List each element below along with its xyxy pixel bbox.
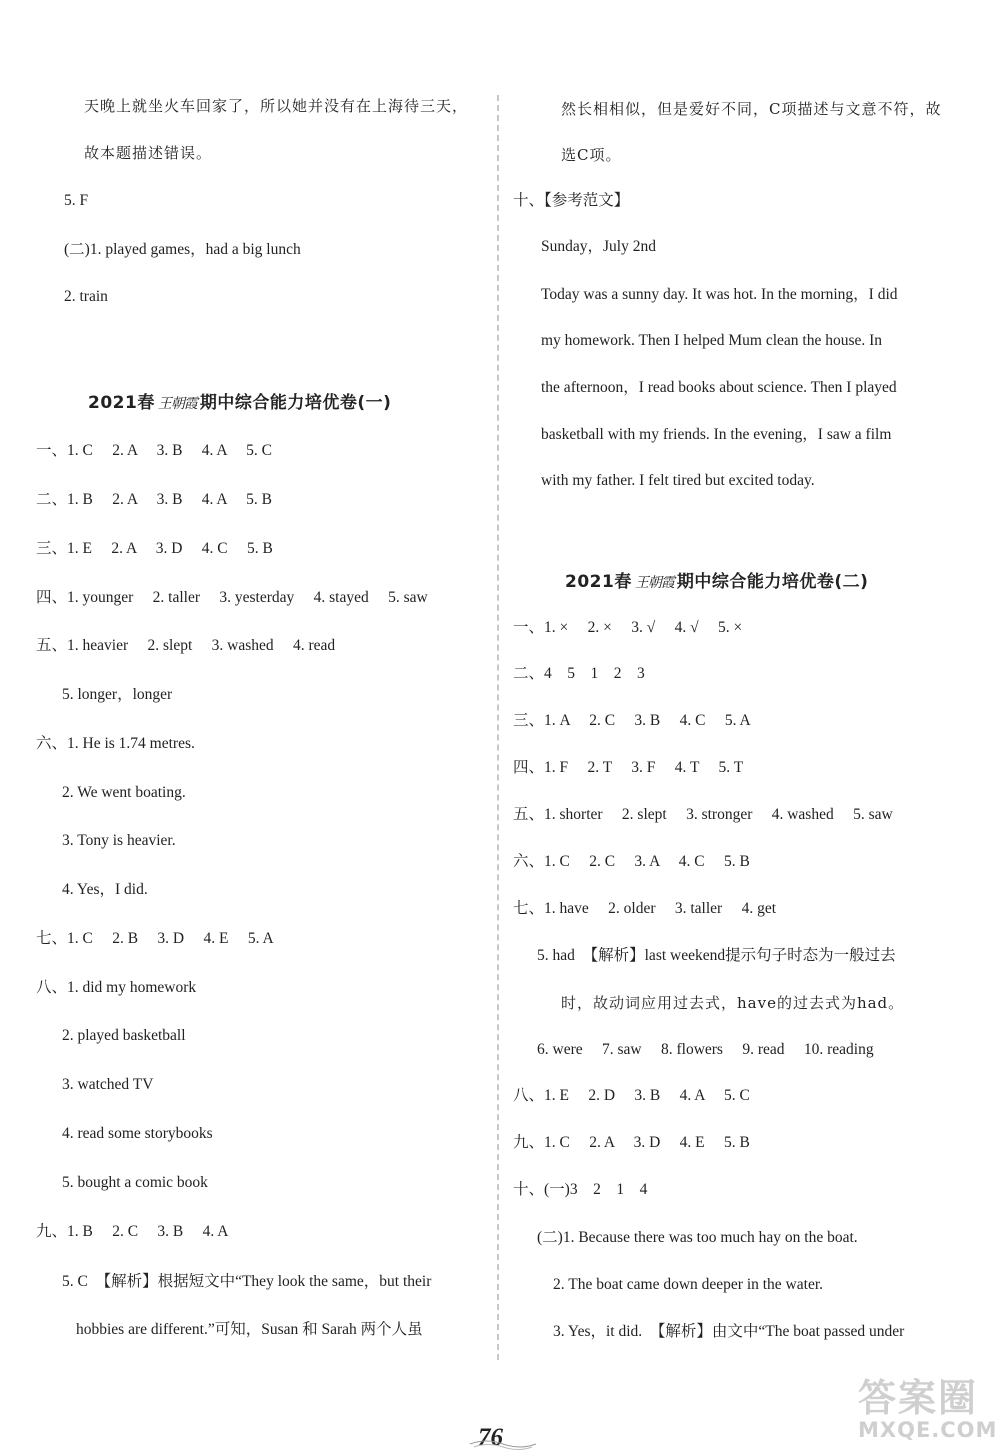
answer-line: 2. The boat came down deeper in the water. (553, 1276, 824, 1293)
answer-line: 十、(一)3 2 1 4 (513, 1181, 648, 1198)
brand-logo: 王朝霞 (634, 575, 674, 591)
answer-line: 三、1. E 2. A 3. D 4. C 5. B (36, 540, 273, 557)
heading-title: 期中综合能力培优卷(二) (676, 572, 869, 592)
column-divider (497, 95, 499, 1360)
answer-line: 3. Tony is heavier. (62, 832, 176, 849)
answer-line: 3. watched TV (62, 1076, 154, 1093)
answer-line: 九、1. B 2. C 3. B 4. A (36, 1223, 229, 1240)
answer-line: 六、1. C 2. C 3. A 4. C 5. B (513, 853, 750, 870)
answer-line: 七、1. C 2. B 3. D 4. E 5. A (36, 930, 274, 947)
watermark-title: 答案圈 (858, 1376, 979, 1420)
answer-line: 4. Yes，I did. (62, 881, 148, 898)
answer-line: 五、1. heavier 2. slept 3. washed 4. read (36, 637, 336, 654)
watermark-url: MXQE.COM (858, 1418, 998, 1442)
answer-line: 5. had 【解析】last weekend提示句子时态为一般过去 (537, 947, 896, 964)
answer-line: 时，故动词应用过去式，have的过去式为had。 (561, 994, 905, 1012)
answer-line: 四、1. younger 2. taller 3. yesterday 4. stayed 5. saw (36, 589, 428, 606)
answer-line: 5. C 【解析】根据短文中“They look the same，but their (62, 1273, 432, 1290)
answer-line: 一、1. × 2. × 3. √ 4. √ 5. × (513, 619, 743, 636)
answer-line: 七、1. have 2. older 3. taller 4. get (513, 900, 777, 917)
brand-logo: 王朝霞 (157, 396, 197, 412)
answer-line: 2. played basketball (62, 1027, 186, 1044)
answer-line: 九、1. C 2. A 3. D 4. E 5. B (513, 1134, 750, 1151)
answer-line: 6. were 7. saw 8. flowers 9. read 10. reading (537, 1041, 874, 1058)
heading-year: 2021春 (565, 572, 632, 592)
section-heading (88, 388, 391, 413)
answer-line: 三、1. A 2. C 3. B 4. C 5. A (513, 712, 751, 729)
heading-year: 2021春 (88, 393, 155, 413)
answer-line: 二、4 5 1 2 3 (513, 665, 645, 682)
answer-line: 故本题描述错误。 (84, 144, 213, 162)
watermark-logo (858, 1378, 997, 1442)
answer-line: 3. Yes，it did. 【解析】由文中“The boat passed under (553, 1323, 905, 1340)
answer-line: 然长相相似，但是爱好不同，C项描述与文意不符，故 (561, 100, 942, 118)
answer-line: 2. train (64, 288, 108, 305)
answer-line: 八、1. did my homework (36, 979, 197, 996)
answer-line: 十、【参考范文】 (513, 192, 630, 209)
answer-line: 5. F (64, 192, 89, 209)
answer-line: 5. bought a comic book (62, 1174, 208, 1191)
answer-line: 4. read some storybooks (62, 1125, 213, 1142)
essay-line: basketball with my friends. In the evening，I saw a film (541, 426, 892, 443)
essay-line: Today was a sunny day. It was hot. In the morning，I did (541, 286, 898, 303)
page-ornament-icon (468, 1436, 538, 1450)
answer-line: 四、1. F 2. T 3. F 4. T 5. T (513, 759, 744, 776)
answer-line: 六、1. He is 1.74 metres. (36, 735, 195, 752)
heading-title: 期中综合能力培优卷(一) (199, 393, 392, 413)
answer-line: hobbies are different.”可知，Susan 和 Sarah 两个人虽 (76, 1321, 423, 1338)
essay-line: the afternoon，I read books about science. Then I played (541, 379, 897, 396)
essay-date: Sunday，July 2nd (541, 238, 656, 255)
answer-line: 八、1. E 2. D 3. B 4. A 5. C (513, 1087, 750, 1104)
answer-line: 五、1. shorter 2. slept 3. stronger 4. washed 5. saw (513, 806, 893, 823)
section-heading (565, 567, 868, 592)
answer-line: 2. We went boating. (62, 784, 186, 801)
answer-line: 选C项。 (561, 146, 622, 164)
essay-line: with my father. I felt tired but excited today. (541, 472, 815, 489)
answer-line: 一、1. C 2. A 3. B 4. A 5. C (36, 442, 272, 459)
answer-line: (二)1. Because there was too much hay on the boat. (537, 1229, 858, 1246)
answer-line: (二)1. played games，had a big lunch (64, 241, 301, 258)
answer-line: 5. longer，longer (62, 686, 173, 703)
answer-line: 二、1. B 2. A 3. B 4. A 5. B (36, 491, 272, 508)
answer-line: 天晚上就坐火车回家了，所以她并没有在上海待三天， (84, 97, 469, 115)
page-number: 76 (478, 1424, 503, 1451)
essay-line: my homework. Then I helped Mum clean the house. In (541, 332, 883, 349)
